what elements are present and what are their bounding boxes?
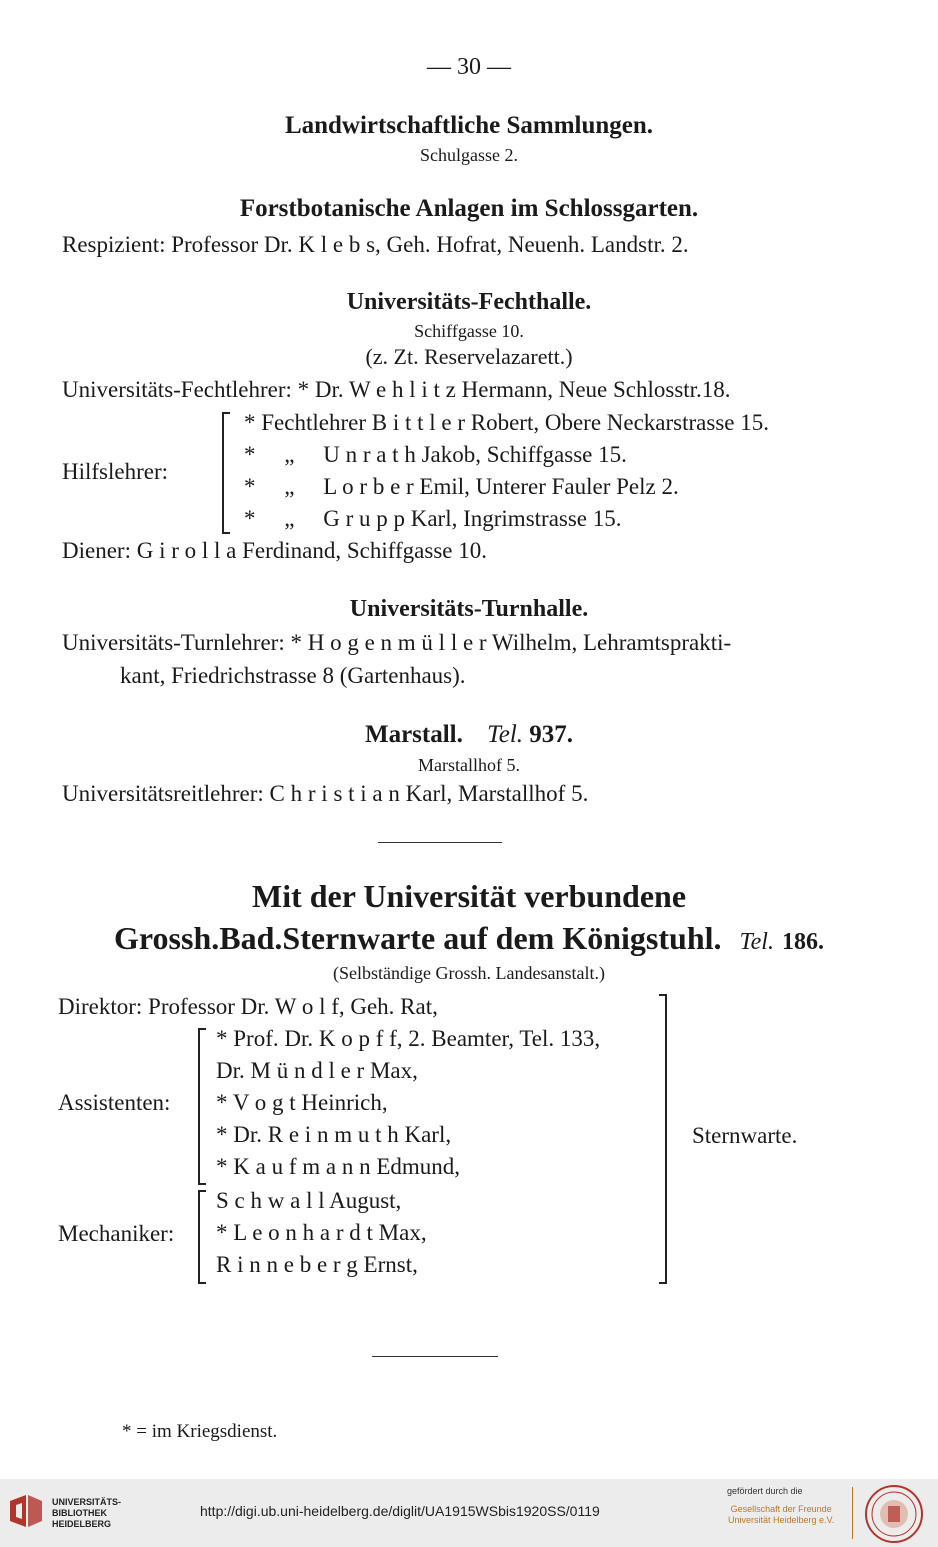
assistant-line: * K a u f m a n n Edmund,: [216, 1154, 461, 1179]
fecht-diener: Diener: G i r o l l a Ferdinand, Schiffgasse 10.: [62, 538, 487, 563]
mechanics-label: Mechaniker:: [58, 1221, 175, 1246]
turn-line2: kant, Friedrichstrasse 8 (Gartenhaus).: [120, 663, 466, 688]
section-divider: [378, 842, 502, 843]
stern-heading-2-row: [0, 922, 938, 954]
assistant-line: * V o g t Heinrich,: [216, 1090, 388, 1115]
forst-respizient: Respizient: Professor Dr. K l e b s, Geh. Hofrat, Neuenh. Landstr. 2.: [62, 232, 689, 257]
stern-tel-number: 186.: [781, 929, 824, 955]
marstall-title: Marstall.: [364, 721, 463, 748]
page-number: — 30 —: [427, 54, 511, 80]
mechanic-line: * L e o n h a r d t Max,: [216, 1220, 427, 1245]
stern-subtitle: (Selbständige Grossh. Landesanstalt.): [333, 963, 605, 983]
helper-line: * „ G r u p p Karl, Ingrimstrasse 15.: [244, 506, 622, 531]
assistants-label: Assistenten:: [58, 1090, 171, 1115]
stern-tel-label: Tel.: [739, 929, 774, 955]
hilfslehrer-label: Hilfslehrer:: [62, 459, 169, 484]
library-name-line: HEIDELBERG: [52, 1519, 112, 1529]
mechanic-line: R i n n e b e r g Ernst,: [216, 1252, 418, 1277]
sponsor-name: [728, 1504, 834, 1526]
source-url-link[interactable]: http://digi.ub.uni-heidelberg.de/diglit/UA1915WSbis1920SS/0119: [200, 1503, 600, 1519]
stern-heading-2: Grossh.Bad.Sternwarte auf dem Königstuhl.: [114, 920, 722, 956]
section-title-forst: Forstbotanische Anlagen im Schlossgarten.: [239, 195, 699, 222]
assistants-brace: [198, 1028, 206, 1185]
library-logo-icon: [8, 1493, 44, 1531]
marstall-tel-number: 937.: [529, 721, 574, 748]
sponsor-prefix: gefördert durch die: [727, 1486, 803, 1496]
fecht-note: (z. Zt. Reservelazarett.): [365, 344, 573, 369]
helper-line: * „ U n r a t h Jakob, Schiffgasse 15.: [244, 442, 627, 467]
stern-director: Direktor: Professor Dr. W o l f, Geh. Rat,: [58, 994, 438, 1019]
mechanic-line: S c h w a l l August,: [216, 1188, 402, 1213]
footer-bar: [0, 1479, 938, 1547]
section-title-turn: Universitäts-Turnhalle.: [349, 596, 589, 622]
footer-divider: [852, 1487, 853, 1539]
mechanics-brace: [198, 1190, 206, 1284]
marstall-address: Marstallhof 5.: [418, 755, 520, 775]
fecht-address: Schiffgasse 10.: [414, 321, 524, 341]
section-title-marstall: [0, 722, 938, 747]
sternwarte-brace: [659, 994, 667, 1284]
helper-line: * Fechtlehrer B i t t l e r Robert, Obere Neckarstrasse 15.: [244, 410, 769, 435]
sponsor-line: Universität Heidelberg e.V.: [728, 1515, 835, 1525]
university-seal-icon: [864, 1484, 924, 1544]
library-name-line: UNIVERSITÄTS-: [52, 1497, 122, 1507]
fecht-fechtlehrer: Universitäts-Fechtlehrer: * Dr. W e h l i t z Hermann, Neue Schlosstr.18.: [62, 377, 731, 402]
helper-line: * „ L o r b e r Emil, Unterer Fauler Pelz 2.: [244, 474, 679, 499]
footnote: * = im Kriegsdienst.: [122, 1421, 278, 1442]
assistant-line: * Dr. R e i n m u t h Karl,: [216, 1122, 452, 1147]
marstall-reitlehrer: Universitätsreitlehrer: C h r i s t i a n Karl, Marstallhof 5.: [62, 781, 589, 806]
section-divider: [372, 1356, 498, 1357]
assistant-line: Dr. M ü n d l e r Max,: [216, 1058, 418, 1083]
stern-heading-1: Mit der Universität verbundene: [251, 878, 687, 914]
sponsor-line: Gesellschaft der Freunde: [730, 1504, 832, 1514]
library-name-line: BIBLIOTHEK: [52, 1508, 107, 1518]
assistant-line: * Prof. Dr. K o p f f, 2. Beamter, Tel. 133,: [216, 1026, 601, 1051]
section-title-landw: Landwirtschaftliche Sammlungen.: [284, 112, 654, 139]
library-name: [52, 1497, 121, 1530]
hilfslehrer-brace: [222, 412, 230, 534]
turn-line1: Universitäts-Turnlehrer: * H o g e n m ü l l e r Wilhelm, Lehramtsprakti-: [62, 630, 732, 655]
section-title-fecht: Universitäts-Fechthalle.: [346, 289, 592, 315]
marstall-tel-label: Tel.: [487, 721, 524, 748]
sternwarte-place: Sternwarte.: [692, 1123, 798, 1148]
landw-address: Schulgasse 2.: [420, 145, 518, 165]
